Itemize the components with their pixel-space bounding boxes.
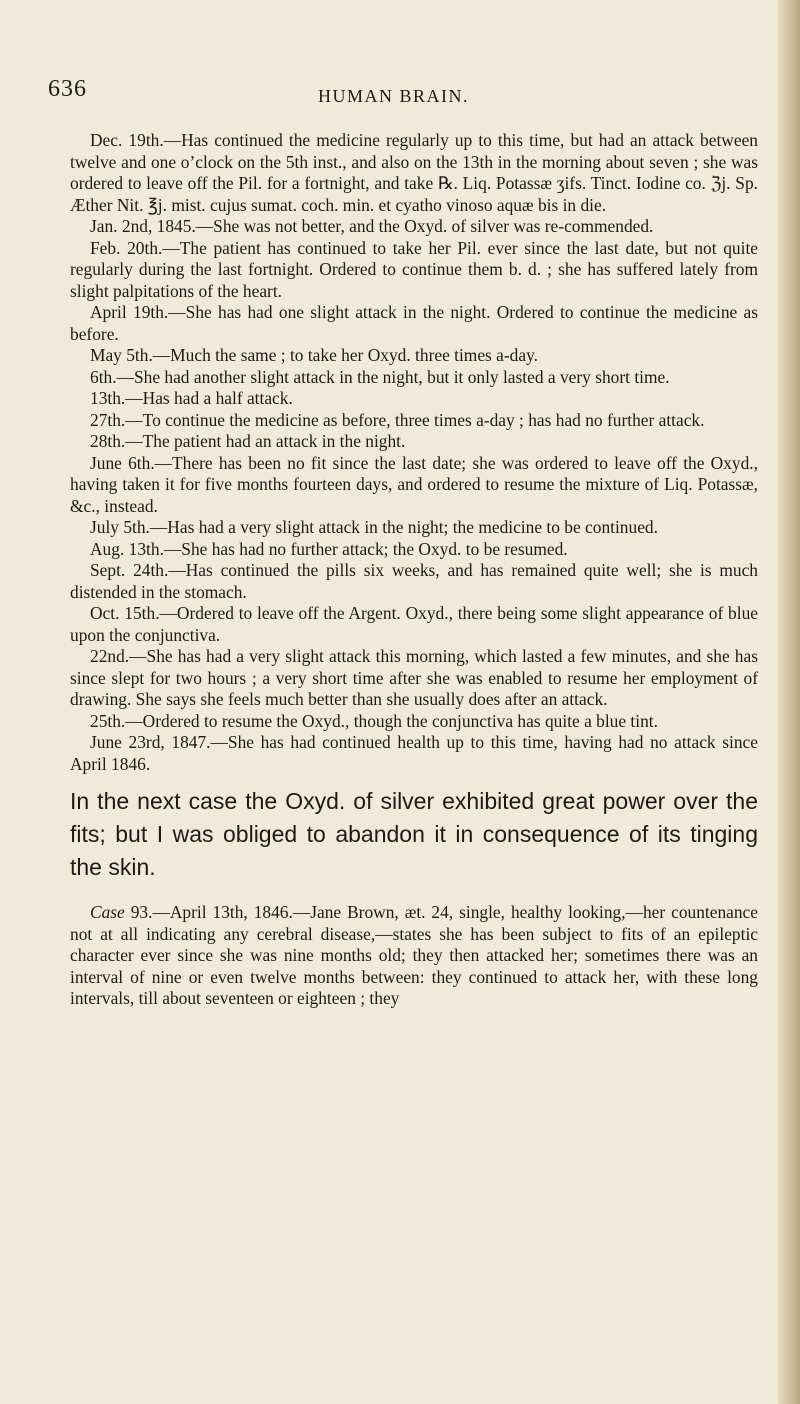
paragraph-oct-15: Oct. 15th.—Ordered to leave off the Argent. Oxyd., there being some slight appearance of blue upon the conjunctiva.: [70, 603, 758, 645]
paragraph-6th: 6th.—She had another slight attack in the night, but it only lasted a very short time.: [90, 366, 670, 387]
paragraph-july-5: July 5th.—Has had a very slight attack in the night; the medicine to be continued.: [90, 517, 658, 537]
paragraph-27th: 27th.—To continue the medicine as before, three times a-day ; has had no further attack.: [90, 409, 705, 430]
body-text: [70, 126, 758, 1010]
paragraph-jan-2: Jan. 2nd, 1845.—She was not better, and the Oxyd. of silver was re-commended.: [90, 216, 654, 236]
paragraph-22nd: 22nd.—She has had a very slight attack this morning, which lasted a few minutes, and she has since slept for two hours ; a very short time after she was enabled to resume her employment of drawing. She says she feels much better than she usually does after an attack.: [70, 646, 758, 709]
paragraph-june-23: June 23rd, 1847.—She has had continued health up to this time, having had no attack since April 1846.: [70, 732, 758, 774]
paragraph-may-5: May 5th.—Much the same ; to take her Oxyd. three times a-day.: [90, 345, 539, 365]
case-text: 93.—April 13th, 1846.—Jane Brown, æt. 24, single, healthy looking,—her countenance not at all indicating any cerebral disease,—states she has been subject to fits of an epileptic character ever since she was nine months old; they then attacked her; sometimes there was an interval of nine or even twelve months between: they continued to attack her, with these long intervals, till about seventeen or eighteen ; they: [70, 902, 758, 1008]
paragraph-april-19: April 19th.—She has had one slight attack in the night. Ordered to continue the medicine as before.: [70, 302, 758, 344]
paragraph-28th: 28th.—The patient had an attack in the night.: [90, 431, 406, 451]
running-title: HUMAN BRAIN.: [318, 86, 470, 106]
large-paragraph: In the next case the Oxyd. of silver exhibited great power over the fits; but I was obliged to abandon it in consequence of its tinging the skin.: [70, 788, 758, 880]
paragraph-13th: 13th.—Has had a half attack.: [90, 388, 293, 408]
case-label: Case: [90, 902, 125, 922]
paragraph-june-6: June 6th.—There has been no fit since the last date; she was ordered to leave off the Oxyd., having taken it for five months fourteen days, and ordered to resume the mixture of Liq. Potassæ, &c., instead.: [70, 452, 758, 516]
paragraph-feb-20: Feb. 20th.—The patient has continued to take her Pil. ever since the last date, but not quite regularly during the last fortnight. Ordered to continue them b. d. ; she has suffered lately from slight palpitations of the heart.: [70, 237, 758, 301]
paragraph-sept-24: Sept. 24th.—Has continued the pills six weeks, and has remained quite well; she is much distended in the stomach.: [70, 560, 758, 602]
paragraph-aug-13: Aug. 13th.—She has had no further attack; the Oxyd. to be resumed.: [90, 538, 568, 559]
page-edge: [778, 0, 800, 1404]
case-paragraph: [70, 902, 758, 1010]
paragraph-dec-19: Dec. 19th.—Has continued the medicine regularly up to this time, but had an attack between twelve and one o’clock on the 5th inst., and also on the 13th in the morning about seven ; she was ordered to leave off the Pil. for a fortnight, and take ℞. Liq. Potassæ ʒifs. Tinct. Iodine co. ℨj. Sp. Æther Nit. ℥j. mist. cujus sumat. coch. min. et cyatho vinoso aquæ bis in die.: [70, 130, 758, 215]
paragraph-25th: 25th.—Ordered to resume the Oxyd., though the conjunctiva has quite a blue tint.: [90, 710, 658, 731]
page-number: 636: [48, 76, 87, 102]
